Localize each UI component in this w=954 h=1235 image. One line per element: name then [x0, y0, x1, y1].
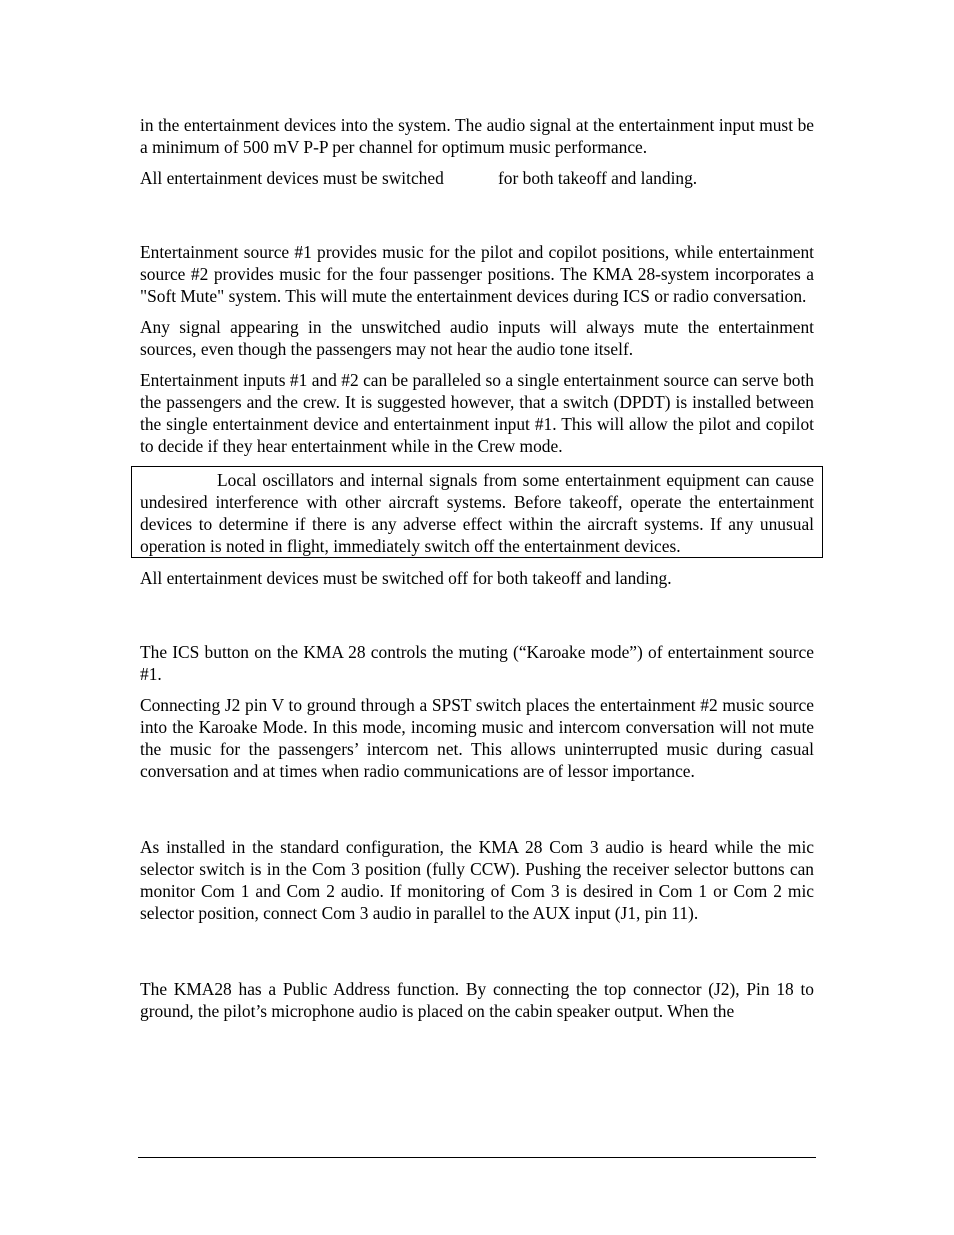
paragraph-karoake-mode: Connecting J2 pin V to ground through a SPST switch places the entertainment #2 music source into the Karoake Mode. In this mode, incoming music and intercom conversation will not mute the music for the passengers’ intercom net. This allows uninterrupted music during casual conversation and at times when radio communications are of lessor importance.	[140, 695, 814, 781]
paragraph-switch-off: All entertainment devices must be switched off for both takeoff and landing.	[140, 568, 672, 588]
paragraph-ics-button: The ICS button on the KMA 28 controls the muting (“Karoake mode”) of entertainment source #1.	[140, 642, 814, 684]
paragraph-unswitched-inputs: Any signal appearing in the unswitched audio inputs will always mute the entertainment sources, even though the passengers may not hear the audio tone itself.	[140, 317, 814, 359]
switch-off-text-end: for both takeoff and landing.	[498, 168, 698, 188]
document-body	[140, 114, 814, 1022]
caution-text: Local oscillators and internal signals from some entertainment equipment can cause undesired interference with other aircraft systems. Before takeoff, operate the entertainment devices to determine if there is any adverse effect within the aircraft systems. If any unusual operation is noted in flight, immediately switch off the entertainment devices.	[140, 470, 814, 556]
switch-off-text-start: All entertainment devices must be switched	[140, 168, 444, 188]
paragraph-input-level: in the entertainment devices into the system. The audio signal at the entertainment input must be a minimum of 500 mV P-P per channel for optimum music performance.	[140, 115, 814, 157]
paragraph-soft-mute: Entertainment source #1 provides music for the pilot and copilot positions, while entertainment source #2 provides music for the four passenger positions. The KMA 28-system incorporates a "Soft Mute" system. This will mute the entertainment devices during ICS or radio conversation.	[140, 242, 814, 306]
paragraph-paralleled-inputs: Entertainment inputs #1 and #2 can be paralleled so a single entertainment source can serve both the passengers and the crew. It is suggested however, that a switch (DPDT) is installed between the single entertainment device and entertainment input #1. This will allow the pilot and copilot to decide if they hear entertainment while in the Crew mode.	[140, 370, 814, 456]
paragraph-com3-audio: As installed in the standard configuration, the KMA 28 Com 3 audio is heard while the mic selector switch is in the Com 3 position (fully CCW). Pushing the receiver selector buttons can monitor Com 1 and Com 2 audio. If monitoring of Com 3 is desired in Com 1 or Com 2 mic selector position, connect Com 3 audio in parallel to the AUX input (J1, pin 11).	[140, 837, 814, 923]
paragraph-switch-off-line	[140, 167, 814, 189]
footer-divider	[138, 1157, 816, 1158]
paragraph-public-address: The KMA28 has a Public Address function. By connecting the top connector (J2), Pin 18 to ground, the pilot’s microphone audio is placed on the cabin speaker output. When the	[140, 979, 814, 1021]
caution-box	[131, 466, 823, 558]
